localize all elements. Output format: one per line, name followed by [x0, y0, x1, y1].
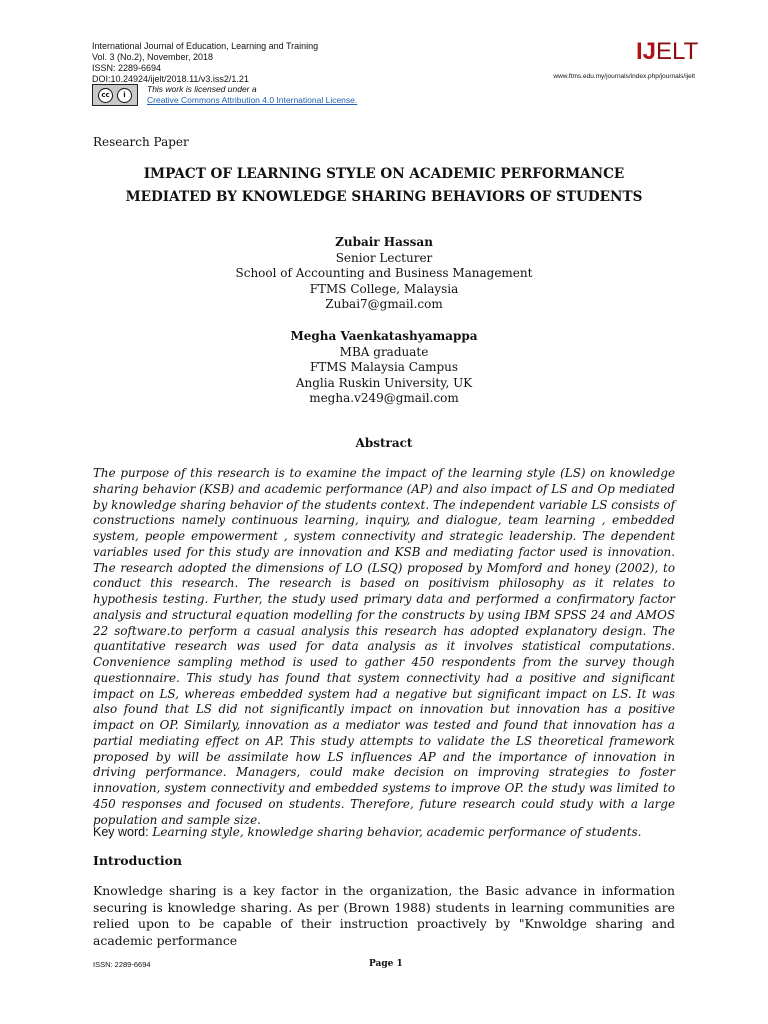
author-name: Megha Vaenkatashyamappa	[290, 329, 478, 343]
license-text	[147, 84, 357, 106]
footer-issn: ISSN: 2289-6694	[93, 960, 151, 969]
keywords-text: Learning style, knowledge sharing behavior, academic performance of students.	[152, 825, 642, 839]
cc-by-badge[interactable]	[92, 84, 138, 106]
author-2	[0, 329, 768, 407]
license-line: This work is licensed under a	[147, 84, 257, 94]
author-name: Zubair Hassan	[335, 235, 433, 249]
journal-url[interactable]: www.ftms.edu.my/journals/index.php/journals/ijelt	[553, 73, 695, 80]
title-line: MEDIATED BY KNOWLEDGE SHARING BEHAVIORS OF STUDENTS	[125, 189, 643, 205]
introduction-heading: Introduction	[93, 853, 183, 868]
page-number: Page 1	[369, 959, 403, 969]
author-affiliation: FTMS College, Malaysia	[309, 281, 459, 296]
keywords-line	[93, 825, 683, 839]
keywords-label: Key word:	[93, 825, 149, 839]
journal-name: International Journal of Education, Learning and Training	[92, 41, 319, 51]
paper-type: Research Paper	[93, 135, 189, 149]
license-link[interactable]: Creative Commons Attribution 4.0 International License.	[147, 95, 358, 105]
author-1	[0, 235, 768, 313]
author-affiliation: Anglia Ruskin University, UK	[295, 375, 473, 390]
attribution-icon: i	[117, 88, 132, 103]
author-role: MBA graduate	[339, 344, 429, 359]
author-email: Zubai7@gmail.com	[325, 297, 443, 312]
abstract-text: The purpose of this research is to examine the impact of the learning style (LS) on knowledge sharing behavior (KSB) and academic performance (AP) and also impact of LS and Op mediated by knowledge sharing behavior of the students context. The independent variable LS consists of constructions namely continuous learning, inquiry, and dialogue, team learning , embedded system, people empowerment , system connectivity and strategic leadership. The dependent variables used for this study are innovation and KSB and mediating factor used is innovation. The research adopted the dimensions of LO (LSQ) proposed by Momford and honey (2002), to conduct this research. The research is based on positivism philosophy as it relates to hypothesis testing. Further, the study used primary data and performed a confirmatory factor analysis and structural equation modelling for the constructs by using IBM SPSS 24 and AMOS 22 software.to perform a casual analysis this research has adopted explanatory design. The quantitative research was used for data analysis as it involves statistical computations. Convenience sampling method is used to gather 450 respondents from the survey though questionnaire. This study has found that system connectivity had a positive and significant impact on LS, whereas embedded system had a negative but significant impact on LS. It was also found that LS did not significantly impact on innovation but innovation has a positive impact on OP. Similarly, innovation as a mediator was tested and found that innovation has a partial mediating effect on AP. This study attempts to validate the LS theoretical framework proposed by will be assimilate how LS influences AP and the importance of innovation in driving performance. Managers, could make decision on improving strategies to foster innovation, system connectivity and embedded systems to improve OP. the study was limited to 450 responses and focused on students. Therefore, future research could study with a large population and sample size.	[93, 466, 675, 827]
paper-title	[60, 163, 708, 209]
ijelt-logo: IJELT	[636, 38, 699, 65]
creative-commons-icon: cc	[98, 88, 113, 103]
license-row	[92, 84, 357, 106]
journal-doi: DOI:10.24924/ijelt/2018.11/v3.iss2/1.21	[92, 74, 249, 84]
title-line: IMPACT OF LEARNING STYLE ON ACADEMIC PERFORMANCE	[143, 166, 625, 182]
journal-volume: Vol. 3 (No.2), November, 2018	[92, 52, 214, 62]
abstract-heading: Abstract	[355, 436, 413, 450]
author-role: Senior Lecturer	[335, 250, 433, 265]
author-affiliation: School of Accounting and Business Management	[235, 266, 533, 281]
author-affiliation: FTMS Malaysia Campus	[309, 360, 459, 375]
journal-header-info	[92, 41, 318, 85]
journal-issn: ISSN: 2289-6694	[92, 63, 162, 73]
introduction-text: Knowledge sharing is a key factor in the organization, the Basic advance in information securing is knowledge sharing. As per (Brown 1988) students in learning communities are relied upon to be capable of their instruction proactively by "Knwoldge sharing and academic performance	[93, 883, 675, 948]
author-email: megha.v249@gmail.com	[309, 391, 459, 406]
